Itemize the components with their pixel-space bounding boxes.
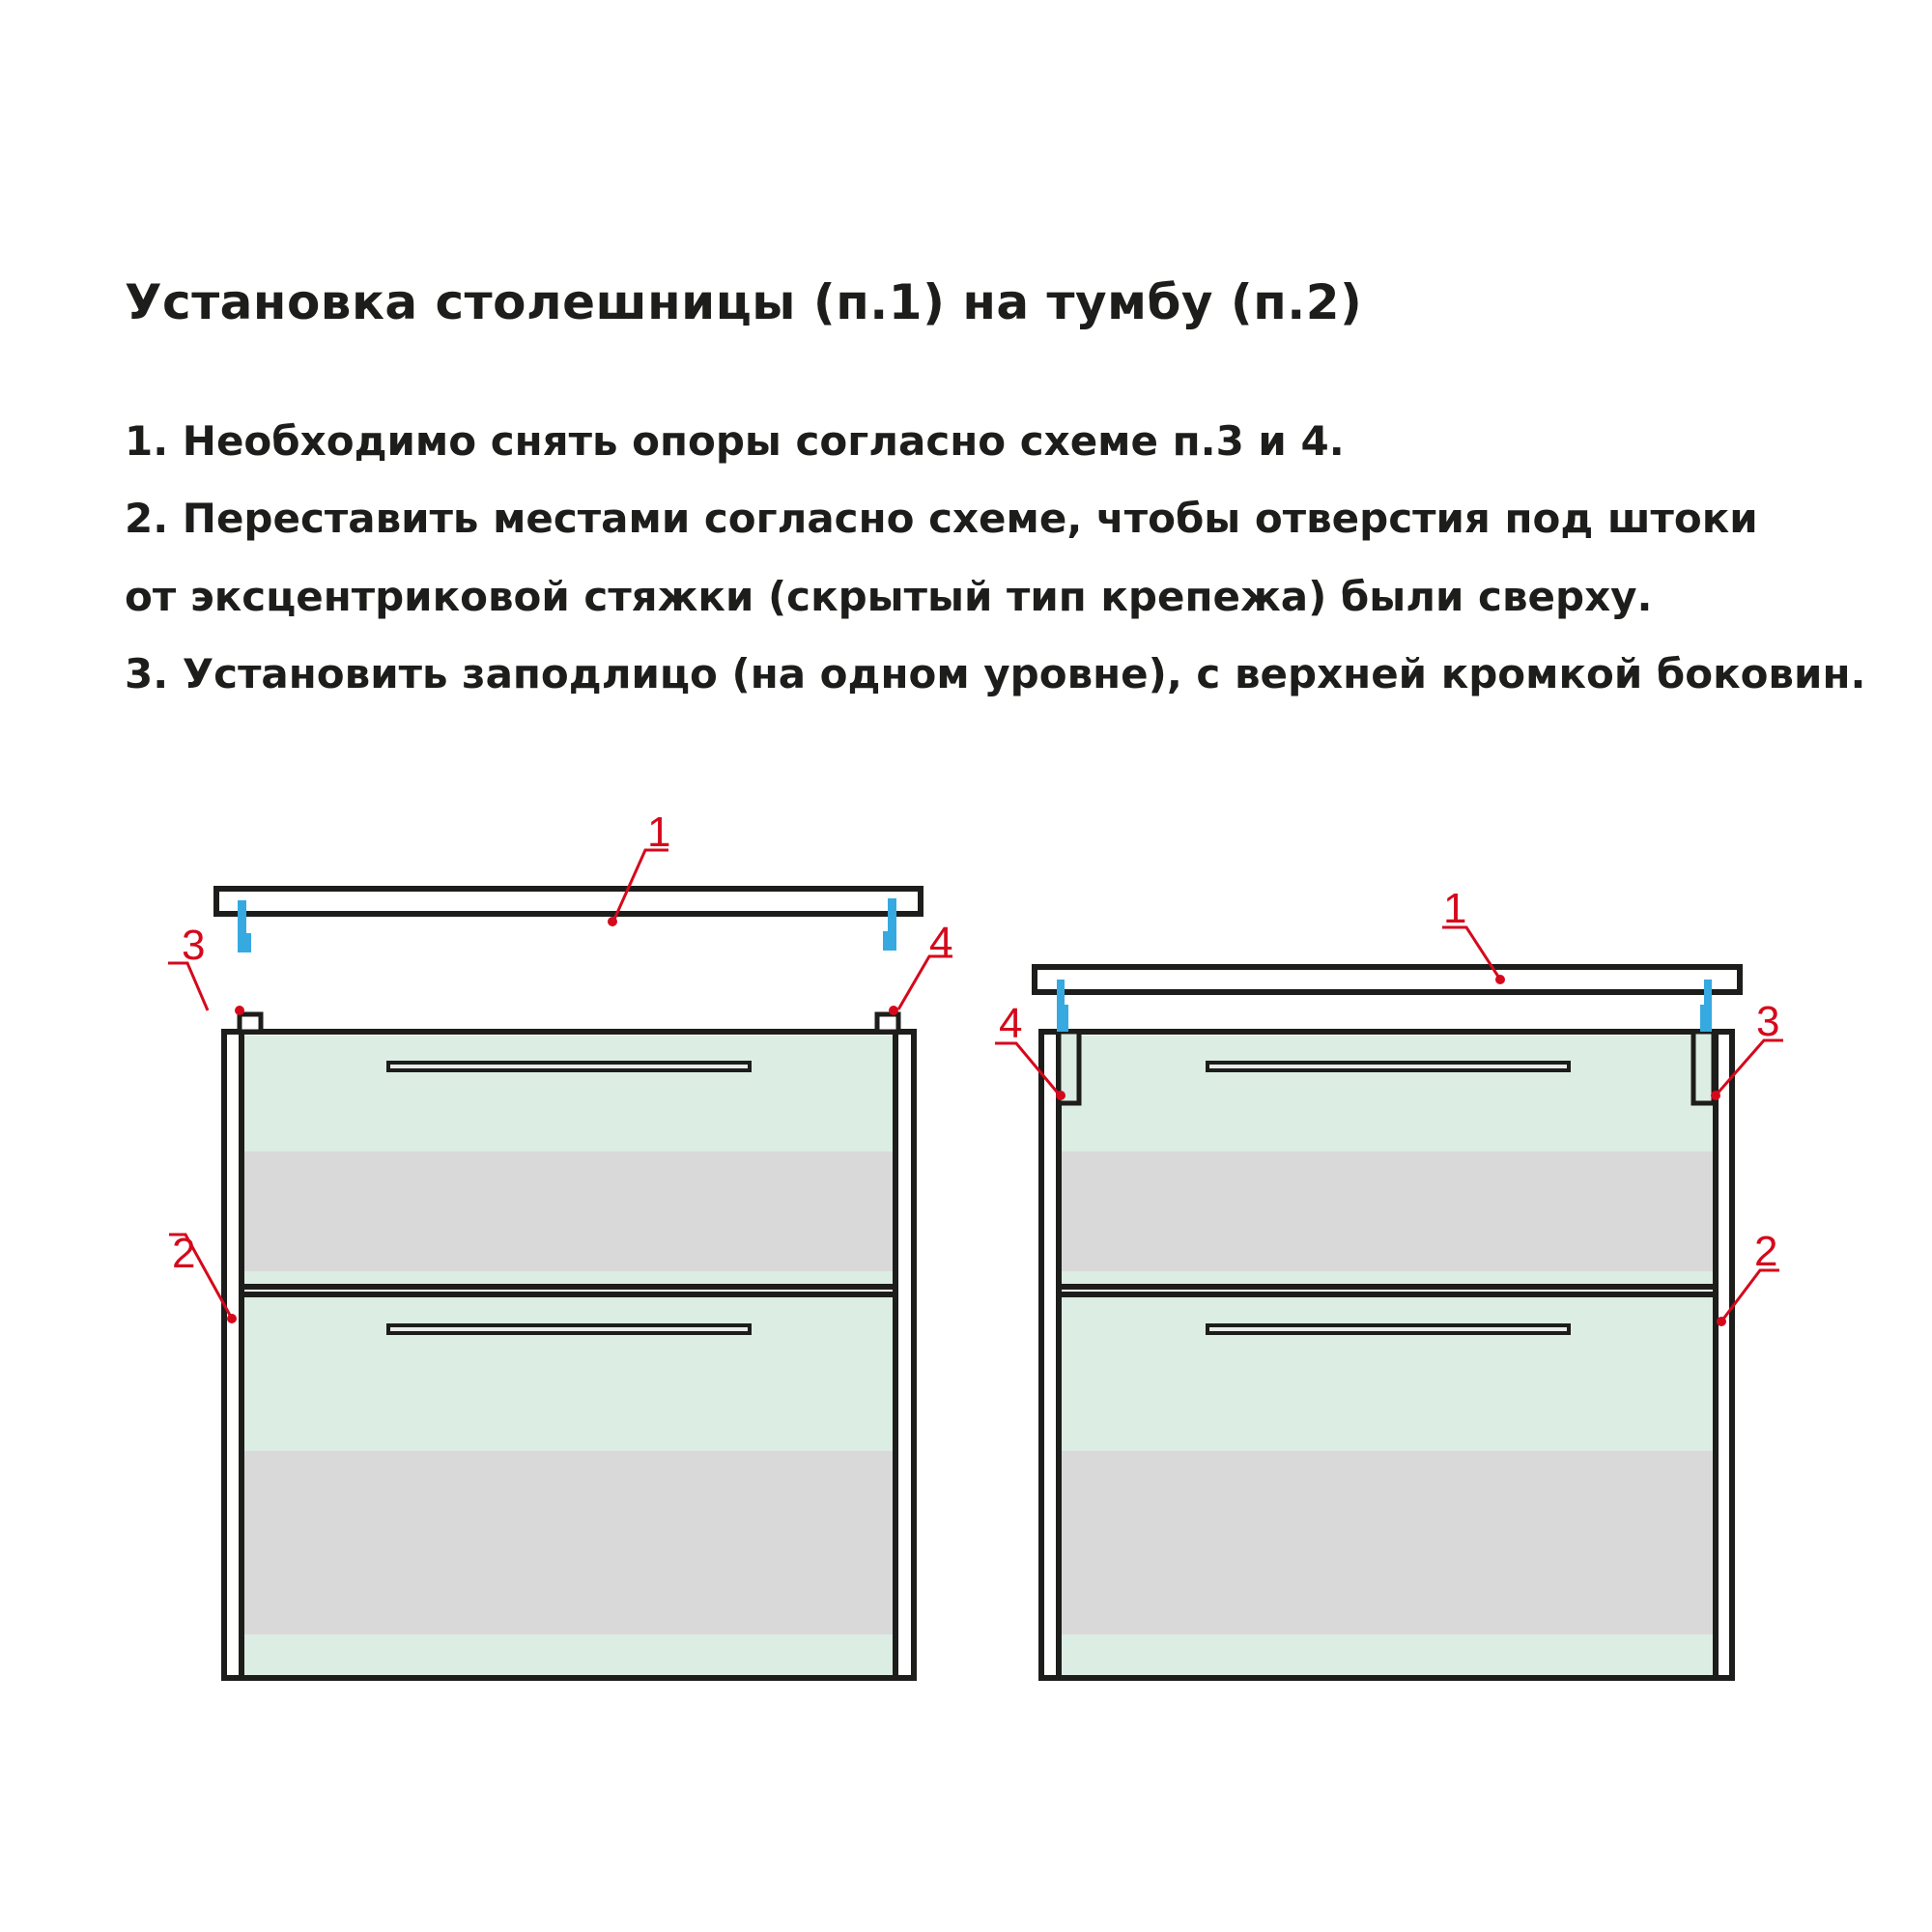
label-countertop: 1	[647, 809, 671, 856]
instruction-step-1: 1. Необходимо снять опоры согласно схеме п.3 и 4.	[125, 417, 1345, 465]
drawer-handle-bottom	[388, 1325, 750, 1333]
instruction-step-2: 2. Переставить местами согласно схеме, чтобы отверстия под штоки	[125, 495, 1758, 542]
instruction-step-2-continued: от эксцентриковой стяжки (скрытый тип крепежа) были сверху.	[125, 573, 1653, 620]
label-cabinet: 2	[172, 1230, 196, 1277]
drawer-handle-top	[1208, 1063, 1569, 1070]
label-support-3: 3	[1756, 998, 1780, 1045]
diagram-before	[168, 809, 952, 1678]
label-support-4: 4	[999, 1000, 1023, 1047]
countertop	[216, 889, 921, 914]
cabinet-facade	[1059, 1036, 1714, 1675]
label-countertop: 1	[1443, 885, 1467, 932]
label-support-3: 3	[182, 922, 206, 969]
support-3	[1693, 1032, 1714, 1103]
label-support-4: 4	[929, 919, 953, 966]
page-title: Установка столешницы (п.1) на тумбу (п.2)	[125, 274, 1363, 330]
diagram-after	[995, 885, 1783, 1678]
support-3	[240, 1014, 261, 1032]
cabinet-facade	[242, 1036, 895, 1675]
countertop	[1035, 967, 1740, 992]
instruction-step-3: 3. Установить заподлицо (на одном уровне), с верхней кромкой боковин.	[125, 650, 1866, 697]
support-4	[877, 1014, 898, 1032]
label-cabinet: 2	[1754, 1228, 1778, 1275]
drawer-handle-top	[388, 1063, 750, 1070]
drawer-handle-bottom	[1208, 1325, 1569, 1333]
